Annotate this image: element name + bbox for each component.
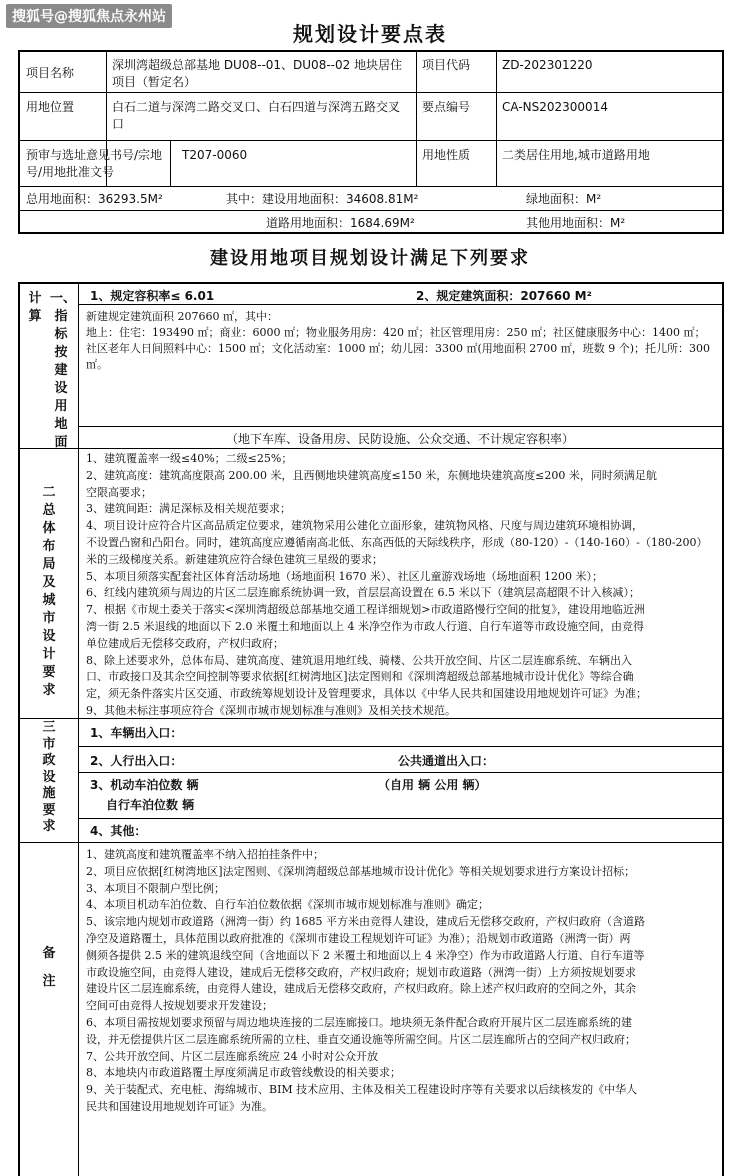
project-name-label: 项目名称	[26, 66, 75, 80]
layout-item: 6、红线内建筑须与周边的片区二层连廊系统协调一致，首层层高设置在 6.5 米以下（建筑层高超限不计入核减）；	[86, 586, 640, 600]
remark-item: 7、公共开放空间、片区二层连廊系统应 24 小时对公众开放	[86, 1049, 378, 1063]
layout-item: 3、建筑间距：满足深标及相关规范要求；	[86, 502, 291, 516]
watermark: 搜狐号@搜狐焦点永州站	[6, 4, 172, 28]
other-area: 其他用地面积：M²	[526, 216, 626, 230]
remark-item: 市政设施空间，由竞得人建设，建成后无偿移交政府，产权归政府；规划市政道路（洲湾一街）上方须按规划要求	[86, 965, 636, 979]
point-code-value: CA-NS202300014	[502, 100, 608, 114]
remark-item: 5、该宗地内规划市政道路（洲湾一街）约 1685 平方米由竞得人建设，建成后无偿移交政府，产权归政府（含道路	[86, 915, 645, 929]
section2-body	[80, 448, 722, 723]
section1-side-label-a: 计算	[28, 291, 42, 324]
remark-item: 8、本地块内市政道路覆土厚度须满足市政管线敷设的相关要求；	[86, 1066, 401, 1080]
far-requirement: 1、规定容积率≤ 6.01	[90, 289, 215, 303]
section2-side-label: 二总体布局及城市设计要求	[42, 485, 56, 698]
summary-table	[18, 50, 724, 234]
public-access-entrance: 公共通道出入口：	[398, 754, 495, 768]
land-nature-value: 二类居住用地,城市道路用地	[502, 148, 650, 162]
section1-body	[80, 306, 722, 376]
pedestrian-entrance: 2、人行出入口：	[90, 754, 183, 768]
motor-parking-detail: （自用 辆 公用 辆）	[378, 778, 487, 792]
layout-item: 5、本项目须落实配套社区体育活动场地（场地面积 1670 米）、社区儿童游戏场地（场地面积 1200 米）；	[86, 569, 603, 583]
remark-item: 4、本项目机动车泊位数、自行车泊位数依据《深圳市城市规划标准与准则》确定；	[86, 898, 489, 912]
layout-item: 定，须无条件落实片区交通、市政统筹规划设计及管理要求，具体以《中华人民共和国建设用地规划许可证》为准；	[86, 687, 647, 701]
section4-body	[80, 844, 722, 1119]
page-title: 规划设计要点表	[293, 22, 447, 46]
layout-item: 4、项目设计应符合片区高品质定位要求，建筑物采用公建化立面形象，建筑物风格、尺度与周边建筑环境相协调，	[86, 519, 643, 533]
project-name-value: 深圳湾超级总部基地 DU08--01、DU08--02 地块居住项目（暂定名）	[112, 58, 403, 89]
road-area: 道路用地面积：1684.69M²	[266, 216, 415, 230]
section1-body-line: 地上：住宅：193490 ㎡；商业：6000 ㎡；物业服务用房：420 ㎡；社区管理用房：250 ㎡；社区健康服务中心：1400 ㎡；	[86, 326, 706, 339]
approval-label: 预审与选址意见书号/宗地号/用地批准文号	[26, 148, 163, 179]
remark-item: 2、项目应依据[红树湾地区]法定图则、《深圳湾超级总部基地城市设计优化》等相关规划要求进行方案设计招标；	[86, 864, 636, 878]
site-location-label: 用地位置	[26, 100, 75, 114]
layout-item: 湾一街 2.5 米退线的地面以下 2.0 米覆土和地面以上 4 米净空作为市政人行道、自行车道等市政设施空间，由竞得	[86, 619, 644, 633]
layout-item: 不设置凸窗和凸阳台。同时，建筑高度应遵循南高北低、东高西低的天际线秩序，形成（80-120）-（140-160）-（180-200）	[86, 535, 708, 549]
remark-item: 空间可由竞得人按规划要求开发建设；	[86, 999, 273, 1013]
remark-item: 民共和国建设用地规划许可证》为准。	[86, 1099, 273, 1113]
gfa-requirement: 2、规定建筑面积：207660 M²	[416, 289, 592, 303]
layout-item: 8、除上述要求外，总体布局、建筑高度、建筑退用地红线、骑楼、公共开放空间、片区二层连廊系统、车辆出入	[86, 653, 632, 667]
section1-body-line: 社区老年人日间照料中心：1500 ㎡；文化活动室：1000 ㎡；幼儿园：3300 ㎡(用地面积 2700 ㎡，班数 9 个)；托儿所：300	[86, 342, 711, 355]
project-code-value: ZD-202301220	[502, 58, 593, 72]
total-area: 总用地面积：36293.5M²	[26, 192, 163, 206]
site-location-value: 白石二道与深湾二路交叉口、白石四道与深湾五路交叉口	[112, 100, 401, 131]
remark-item: 9、关于装配式、充电桩、海绵城市、BIM 技术应用、主体及相关工程建设时序等有关要求以后续核发的《中华人	[86, 1083, 638, 1097]
vehicle-entrance: 1、车辆出入口：	[90, 726, 183, 740]
layout-item: 2、建筑高度：建筑高度限高 200.00 米，且西侧地块建筑高度≤150 米，东侧地块建筑高度≤200 米，同时须满足航	[86, 468, 657, 482]
layout-item: 单位建成后无偿移交政府，产权归政府；	[86, 636, 284, 650]
layout-item: 空限高要求；	[86, 485, 152, 499]
section4-side-label: 备注	[42, 946, 56, 989]
layout-item: 9、其他未标注事项应符合《深圳市城市规划标准与准则》及相关技术规范。	[86, 703, 456, 717]
section1-note: （地下车库、设备用房、民防设施、公众交通、不计规定容积率）	[225, 432, 574, 446]
construction-area: 其中：建设用地面积：34608.81M²	[226, 192, 419, 206]
section1-body-line: ㎡。	[86, 358, 108, 371]
layout-item: 口、市政接口及其余空间控制等要求依据[红树湾地区]法定图则和《深圳湾超级总部基地城市设计优化》等综合确	[86, 670, 634, 684]
layout-item: 米的三级梯度关系。新建建筑应符合绿色建筑三星级的要求；	[86, 552, 383, 566]
section1-side-label-b: 一、指标按建设用地面	[50, 291, 77, 450]
remark-item: 建设片区二层连廊系统，由竞得人建设，建成后无偿移交政府，产权归政府。除上述产权归政府的空间之外，其余	[86, 982, 636, 996]
project-code-label: 项目代码	[422, 58, 471, 72]
point-code-label: 要点编号	[422, 100, 471, 114]
land-nature-label: 用地性质	[422, 148, 471, 162]
bike-parking: 自行车泊位数 辆	[106, 798, 195, 812]
remark-item: 净空及道路覆土，具体范围以政府批准的《深圳市建设工程规划许可证》为准）；沿规划市政道路（洲湾一街）两	[86, 931, 631, 945]
remark-item: 设，并无偿提供片区二层连廊系统所需的立柱、垂直交通设施等所需空间。片区二层连廊所占的空间产权归政府；	[86, 1032, 636, 1046]
remark-item: 1、建筑高度和建筑覆盖率不纳入招拍挂条件中；	[86, 848, 324, 861]
green-area: 绿地面积：M²	[526, 192, 602, 206]
section3-side-label: 三市政设施要求	[42, 720, 56, 834]
remark-item: 3、本项目不限制户型比例；	[86, 881, 225, 895]
remark-item: 侧须各提供 2.5 米的建筑退线空间（含地面以下 2 米覆土和地面以上 4 米净空）作为市政道路人行道、自行车道等	[86, 948, 645, 962]
other-requirement: 4、其他：	[90, 824, 147, 838]
layout-item: 7、根据《市规土委关于落实<深圳湾超级总部基地交通工程详细规划>市政道路慢行空间的批复》，建设用地临近洲	[86, 603, 645, 617]
requirements-table	[18, 282, 724, 1176]
motor-parking: 3、机动车泊位数 辆	[90, 778, 199, 792]
requirements-title: 建设用地项目规划设计满足下列要求	[210, 248, 530, 269]
remark-item: 6、本项目需按规划要求预留与周边地块连接的二层连廊接口。地块须无条件配合政府开展片区二层连廊系统的建	[86, 1015, 632, 1029]
approval-value: T207-0060	[182, 148, 248, 162]
section1-body-line: 新建规定建筑面积 207660 ㎡，其中：	[86, 310, 278, 323]
layout-item: 1、建筑覆盖率一级≤40%；二级≤25%；	[86, 452, 293, 465]
